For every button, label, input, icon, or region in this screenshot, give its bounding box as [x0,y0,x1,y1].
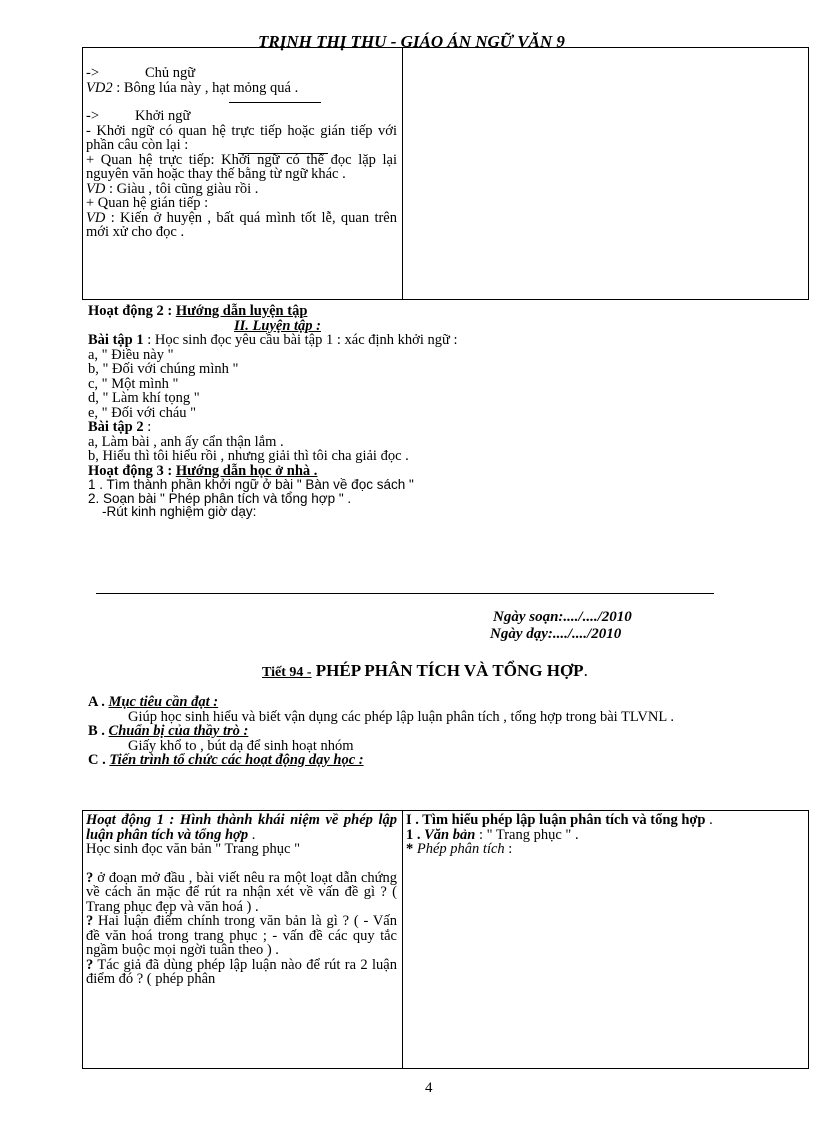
example-line: -> Khởi ngữ [86,108,191,124]
exercise-item: e, " Đối với cháu " [88,404,197,421]
exercise-item: a, Làm bài , anh ấy cẩn thận lắm . [88,433,284,450]
lesson-title: Tiết 94 - PHÉP PHÂN TÍCH VÀ TỔNG HỢP. [262,661,588,680]
example-line: VD : Kiến ở huyện , bất quá mình tốt lễ, quan trên mới xử cho đọc . [86,209,397,240]
lesson-right-cell [403,811,809,1069]
rule-text: + Quan hệ gián tiếp : [86,195,209,211]
rule-text: - Khởi ngữ có quan hệ trực tiếp hoặc gián tiếp với phần câu còn lại : [86,122,397,153]
page-number: 4 [425,1080,433,1096]
question-1: ? ở đoạn mở đầu , bài viết nêu ra một loạt dẫn chứng về cách ăn mặc để rút ra nhận xét về vấn đề gì ? ( Trang phục đẹp và văn hoá ) . [86,869,397,915]
activity-2-heading: Hoạt động 2 : Hướng dẫn luyện tập [88,303,308,319]
homework-item: -Rút kinh nghiệm giờ dạy: [102,504,257,519]
separator-line [96,593,714,594]
lesson-table [82,810,809,1069]
activity-3-heading: Hoạt động 3 : Hướng dẫn học ở nhà . [88,462,318,479]
section-b-heading: B . Chuẩn bị của thầy trò : [88,723,249,739]
section-ii-heading: II. Luyện tập : [234,317,321,334]
activity-1-heading: Hoạt động 1 : Hình thành khái niệm về phép lập luận phân tích và tổng hợp . [86,812,397,843]
section-a-text: Giúp học sinh hiểu và biết vận dụng các phép lập luận phân tích , tổng hợp trong bài TLVNL . [128,708,674,725]
left-text: Học sinh đọc văn bản " Trang phục " [86,841,301,857]
exercise-item: c, " Một mình " [88,375,179,392]
page-header: TRỊNH THỊ THU - GIÁO ÁN NGỮ VĂN 9 [258,32,565,51]
analysis-label: * Phép phân tích : [406,841,513,857]
exercise-item: b, " Đối với chúng mình " [88,361,239,377]
continuation-left-cell [83,48,403,300]
continuation-right-cell [403,48,809,300]
exercise-item: a, " Điều này " [88,346,174,363]
section-i-heading: I . Tìm hiểu phép lập luận phân tích và tổng hợp . [406,812,713,828]
question-2: ? Hai luận điểm chính trong văn bản là gì ? ( - Vấn đề văn hoá trong trang phục ; - vấn đề các quy tắc ngầm buộc mọi ngời tuân theo ) . [86,913,397,958]
date-prepared: Ngày soạn:..../..../2010 [493,609,632,625]
question-3: ? Tác giả đã dùng phép lập luận nào để rút ra 2 luận điểm đó ? ( phép phân [86,956,397,987]
example-line: VD : Giàu , tôi cũng giàu rồi . [86,180,259,197]
objectives-block [88,695,802,768]
example-line: VD2 : Bông lúa này , hạt mỏng quá . [86,79,299,96]
text-reference: 1 . Văn bản : " Trang phục " . [406,826,579,843]
homework-item: 2. Soạn bài " Phép phân tích và tổng hợp " . [88,490,352,506]
rule-text: + Quan hệ trực tiếp: Khởi ngữ có thể đọc lặp lại nguyên văn hoặc thay thế bằng từ ngữ khác . [86,151,397,182]
date-taught: Ngày dạy:..../..../2010 [490,626,622,642]
section-b-text: Giấy khổ to , bút dạ để sinh hoạt nhóm [128,737,354,754]
section-a-heading: A . Mục tiêu cần đạt : [88,694,219,710]
section-c-heading: C . Tiến trình tổ chức các hoạt động dạy học : [88,752,364,768]
activity-2-block [88,304,808,519]
homework-item: 1 . Tìm thành phần khởi ngữ ở bài " Bàn về đọc sách " [88,477,414,492]
lesson-left-cell [83,811,403,1069]
exercise-item: b, Hiểu thì tôi hiểu rồi , nhưng giải thì tôi cha giải đọc . [88,448,409,464]
continuation-table [82,47,809,300]
exercise-2: Bài tập 2 : [88,419,152,435]
exercise-1: Bài tập 1 : Học sinh đọc yêu cầu bài tập 1 : xác định khởi ngữ : [88,332,458,348]
exercise-item: d, " Làm khí tọng " [88,390,200,406]
example-line: -> Chủ ngữ [86,65,196,81]
